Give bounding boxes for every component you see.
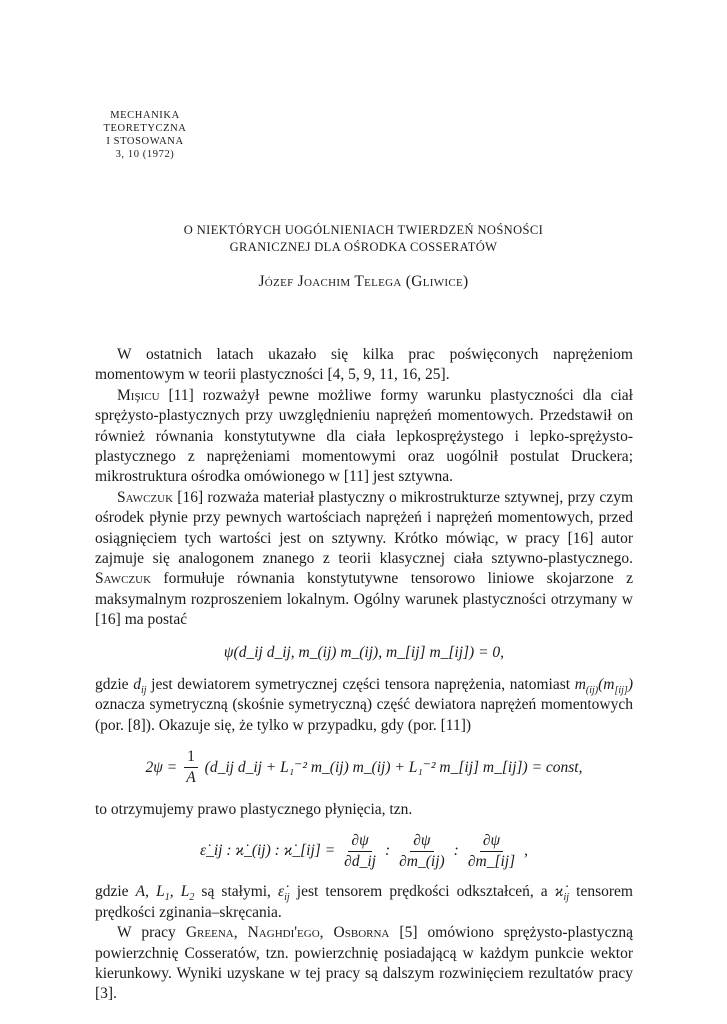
title-line-2: GRANICZNEJ DLA OŚRODKA COSSERATÓW — [229, 240, 498, 254]
paragraph-3-text-a: [16] rozważa materiał plastyczny o mikrostrukturze sztywnej, przy czym ośrodek płynie przy pewnych wartościach naprężeń i naprężeń momentowych, przed osiągnięciem tych wartości jest on sztywny. Krótko mówiąc, w pracy [16] autor zajmuje się analogonem znanego z teorii klasycznej ciała sztywno-plastycznego. — [95, 488, 633, 568]
eq3-f2-numerator: ∂ψ — [410, 831, 433, 852]
paragraph-3-text-b: formułuje równania konstytutywne tensorowo liniowe skojarzone z maksymalnym rozproszeniem lokalnym. Ogólny warunek plastyczności otrzymany w [16] ma postać — [95, 570, 633, 629]
eq3-comma: , — [524, 842, 528, 860]
symbol-constants: A, $L_1$, $L_2$ — [135, 883, 195, 904]
eq3-sep-1: : — [384, 842, 391, 860]
eq3-f3-numerator: ∂ψ — [480, 831, 503, 852]
journal-volume: 3, 10 (1972) — [115, 149, 175, 160]
author-ref-sawczuk: Sawczuk — [117, 488, 174, 506]
paragraph-5-text: to otrzymujemy prawo plastycznego płynięcia, tzn. — [95, 800, 413, 818]
equation-yield-condition: ψ(d_ij d_ij, m_(ij) m_(ij), m_[ij] m_[ij]) = 0, — [223, 643, 505, 661]
symbol-dij: $d_{ij}$ — [133, 675, 147, 696]
paragraph-2 — [95, 386, 633, 488]
eq3-f1-denominator: ∂d_ij — [344, 852, 376, 870]
article-body — [95, 345, 633, 1005]
paragraph-2-text: [11] rozważył pewne możliwe formy warunku plastyczności dla ciał sprężysto-plastycznych przy uwzględnieniu naprężeń momentowych. Przedstawił on również równania konstytutywne dla ciała lepkosprężystego i lepko-sprężysto-plastycznego z naprężeniami momentowymi oraz uogólnił postulat Druckera; mikrostruktura ośrodka omówionego w [11] jest sztywna. — [95, 386, 633, 486]
eq2-fraction — [183, 747, 198, 788]
journal-name-line-3: I STOSOWANA — [106, 136, 184, 147]
paragraph-7-text-pre: W pracy — [117, 924, 186, 942]
paragraph-3 — [95, 488, 633, 631]
eq2-denominator: A — [186, 769, 196, 787]
author-ref-sawczuk-2: Sawczuk — [95, 570, 152, 588]
paragraph-6-text-c: jest tensorem prędkości odkształceń, a — [289, 883, 555, 901]
paragraph-6-text-a: gdzie — [95, 883, 136, 901]
journal-header — [85, 109, 205, 161]
paragraph-6-text-d: tensorem prędkości zginania–skręcania. — [95, 883, 633, 921]
paragraph-6 — [95, 882, 633, 923]
author-line: Józef Joachim Telega (Gliwice) — [258, 273, 469, 290]
author-ref-green-naghdi-osborn: Greena, Naghdi'ego, Osborna — [185, 924, 390, 942]
paragraph-4-text-c: oznacza symetryczną (skośnie symetryczną) część dewiatora naprężeń momentowych (por. [8]). Okazuje się, że tylko w przypadku, gdy (por. [11]) — [95, 696, 633, 734]
symbol-m-sym: $m_{(ij)}(m_{[ij]})$ — [574, 675, 633, 696]
eq3-f2-denominator: ∂m_(ij) — [399, 852, 445, 870]
author-ref-misicu: Mişicu — [117, 386, 160, 404]
eq3-fraction-1 — [341, 831, 379, 872]
eq2-numerator: 1 — [184, 747, 198, 768]
equation-plastic-potential — [95, 736, 633, 800]
journal-name-line-1: MECHANIKA — [110, 110, 180, 121]
eq3-f3-denominator: ∂m_[ij] — [467, 852, 516, 870]
symbol-curvature-rate: $ϰ̇_{ij}$ — [554, 883, 570, 904]
paragraph-1-text: W ostatnich latach ukazało się kilka prac poświęconych naprężeniom momentowym w teorii plastyczności [4, 5, 9, 11, 16, 25]. — [95, 346, 633, 384]
article-title — [0, 222, 727, 256]
journal-name-line-2: TEORETYCZNA — [103, 123, 187, 134]
paragraph-4-text-b: jest dewiatorem symetrycznej części tensora naprężenia, natomiast — [146, 675, 575, 693]
symbol-strain-rate: $\varepsiloṅ_{ij}$ — [278, 883, 290, 904]
eq3-lhs: ε̇_ij : ϰ̇_(ij) : ϰ̇_[ij] = — [200, 842, 336, 860]
paragraph-4 — [95, 675, 633, 736]
paragraph-4-text-a: gdzie — [95, 675, 134, 693]
paragraph-7 — [95, 923, 633, 1005]
eq3-fraction-2 — [396, 831, 448, 872]
eq3-fraction-3 — [465, 831, 518, 872]
paragraph-1 — [95, 345, 633, 386]
eq3-sep-2: : — [453, 842, 459, 860]
paragraph-7-text: [5] omówiono sprężysto-plastyczną powierzchnię Cosseratów, tzn. powierzchnię posiadającą w każdym punkcie wektor kierunkowy. Wyniki uzyskane w tej pracy są dalszym rozwinięciem rezultatów pracy [3]. — [95, 924, 633, 1003]
eq3-f1-numerator: ∂ψ — [348, 831, 371, 852]
paragraph-5 — [95, 800, 633, 820]
eq2-rhs: (d_ij d_ij + L₁⁻² m_(ij) m_(ij) + L₁⁻² m_[ij] m_[ij]) = const, — [204, 758, 583, 776]
eq2-lhs: 2ψ = — [145, 758, 178, 776]
title-line-1: O NIEKTÓRYCH UOGÓLNIENIACH TWIERDZEŃ NOŚNOŚCI — [183, 223, 544, 237]
equation-flow-rule — [95, 820, 633, 882]
paragraph-6-text-b: są stałymi, — [194, 883, 279, 901]
